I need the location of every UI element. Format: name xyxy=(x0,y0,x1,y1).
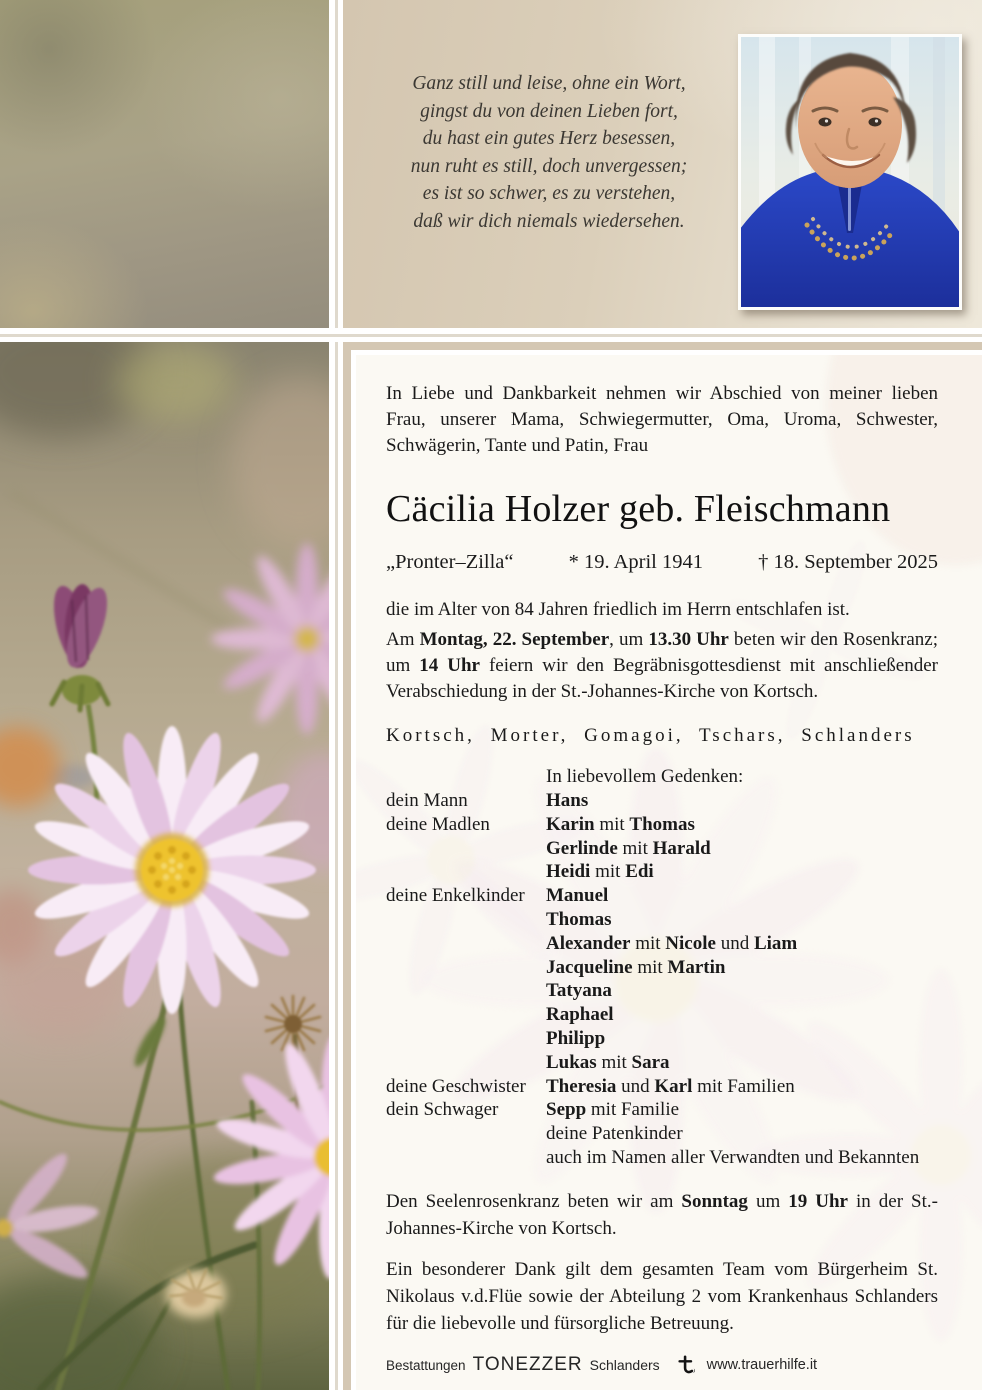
memorial-row-label: deine Enkelkinder xyxy=(386,885,525,907)
memorial-row-names: Philipp xyxy=(546,1027,606,1049)
memorial-row xyxy=(386,979,938,1003)
memorial-list xyxy=(386,789,938,1170)
memorial-row xyxy=(386,884,938,908)
memorial-row-label xyxy=(386,1003,546,1027)
memorial-row-label: deine Madlen xyxy=(386,813,490,835)
memorial-row-label xyxy=(386,1122,546,1146)
memorial-row-label xyxy=(386,932,546,956)
memorial-row-names: Hans xyxy=(546,790,589,811)
trauerhilfe-cross-logo-icon xyxy=(674,1354,698,1376)
memorial-row xyxy=(386,813,938,837)
background-blur-panel xyxy=(0,0,329,328)
memorial-row-label xyxy=(386,1027,546,1051)
nickname: „Pronter–Zilla“ xyxy=(386,551,514,573)
footer xyxy=(386,1354,817,1376)
passing-paragraph: die im Alter von 84 Jahren friedlich im Herrn entschlafen ist. xyxy=(386,599,850,620)
memorial-row-names: Manuel xyxy=(546,885,609,907)
announcement-card-frame xyxy=(351,350,982,1390)
memorial-row xyxy=(386,956,938,980)
memorial-row-names: Lukas mit Sara xyxy=(546,1051,670,1073)
vertical-divider xyxy=(329,0,343,1390)
memorial-row-label xyxy=(386,979,546,1003)
thanks-paragraph: Ein besonderer Dank gilt dem gesamten Team vom Bürgerheim St. Nikolaus v.d.Flüe sowie der Abteilung 2 vom Krankenhaus Schlanders für die liebevolle und fürsorgliche Betreuung. xyxy=(386,1258,938,1334)
flower-photo xyxy=(0,342,329,1390)
memorial-row xyxy=(386,1122,938,1146)
memorial-heading: In liebevollem Gedenken: xyxy=(546,766,744,787)
memorial-row xyxy=(386,860,938,884)
memorial-row-names: Raphael xyxy=(546,1004,614,1026)
memorial-row-label: dein Schwager xyxy=(386,1099,499,1121)
memorial-row xyxy=(386,1146,938,1170)
memorial-row-label xyxy=(386,908,546,932)
memorial-row-names: Alexander mit Nicole und Liam xyxy=(546,932,798,954)
memorial-row-label xyxy=(386,956,546,980)
memorial-row-names: Theresia und Karl mit Familien xyxy=(546,1075,795,1097)
memorial-row xyxy=(386,837,938,861)
memorial-row xyxy=(386,932,938,956)
memorial-row-label: deine Geschwister xyxy=(386,1075,526,1097)
memorial-row-names: Heidi mit Edi xyxy=(546,861,654,883)
deceased-name: Cäcilia Holzer geb. Fleischmann xyxy=(386,488,891,530)
poem-line: daß wir dich niemals wiedersehen. xyxy=(413,210,685,232)
memorial-row-names: Thomas xyxy=(546,908,612,930)
header-panel xyxy=(343,0,982,328)
memorial-row-names: Jacqueline mit Martin xyxy=(546,956,726,978)
memorial-row xyxy=(386,1003,938,1027)
memorial-row-names: Sepp mit Familie xyxy=(546,1099,680,1121)
memorial-row-label xyxy=(386,1146,546,1170)
birth-date: * 19. April 1941 xyxy=(568,551,703,573)
seelenrosenkranz-paragraph: Den Seelenrosenkranz beten wir am Sonntag um 19 Uhr in der St.-Johannes-Kirche von Kortsch. xyxy=(386,1190,938,1239)
memorial-row xyxy=(386,1098,938,1122)
memorial-row-names: deine Patenkinder xyxy=(546,1123,683,1145)
funeral-home-brand: TONEZZER xyxy=(472,1354,583,1375)
announcement-content xyxy=(356,355,982,1337)
places-line: Kortsch, Morter, Gomagoi, Tschars, Schlanders xyxy=(386,725,915,746)
poem-line: du hast ein gutes Herz besessen, xyxy=(422,128,676,150)
footer-url: www.trauerhilfe.it xyxy=(706,1357,818,1373)
memorial-row-label: dein Mann xyxy=(386,790,468,811)
memorial-row xyxy=(386,1075,938,1099)
memorial-row xyxy=(386,1051,938,1075)
memorial-row-label xyxy=(386,860,546,884)
memorial-row-names: Tatyana xyxy=(546,980,612,1002)
rosary-paragraph: Am Montag, 22. September, um 13.30 Uhr beten wir den Rosenkranz; um 14 Uhr feiern wir den Begräbnisgottesdienst mit anschließender Verabschiedung in der St.-Johannes-Kirche von Kortsch. xyxy=(386,629,939,702)
flower-photo-panel xyxy=(0,342,329,1390)
memorial-row-names: Gerlinde mit Harald xyxy=(546,837,711,859)
memorial-row xyxy=(386,1027,938,1051)
funeral-home-city: Schlanders xyxy=(589,1357,660,1373)
horizontal-divider xyxy=(0,328,982,342)
death-date: † 18. September 2025 xyxy=(758,551,938,573)
memorial-row-label xyxy=(386,1051,546,1075)
funeral-home-prefix: Bestattungen xyxy=(386,1357,466,1373)
memorial-row-label xyxy=(386,837,546,861)
memorial-row-names: auch im Namen aller Verwandten und Bekannten xyxy=(546,1146,920,1168)
poem-line: nun ruht es still, doch unvergessen; xyxy=(410,155,688,177)
memorial-poem xyxy=(379,70,719,236)
poem-line: Ganz still und leise, ohne ein Wort, xyxy=(412,73,686,94)
memorial-row-names: Karin mit Thomas xyxy=(546,813,695,835)
portrait-photo-frame xyxy=(738,34,962,310)
memorial-row xyxy=(386,908,938,932)
intro-paragraph: In Liebe und Dankbarkeit nehmen wir Abschied von meiner lieben Frau, unserer Mama, Schwiegermutter, Oma, Uroma, Schwester, Schwägerin, Tante und Patin, Frau xyxy=(386,383,938,456)
life-dates-row xyxy=(386,549,938,575)
poem-line: es ist so schwer, es zu verstehen, xyxy=(422,183,676,205)
portrait-photo xyxy=(741,37,959,307)
announcement-card xyxy=(343,342,982,1390)
poem-line: gingst du von deinen Lieben fort, xyxy=(420,100,678,122)
memorial-row xyxy=(386,789,938,813)
